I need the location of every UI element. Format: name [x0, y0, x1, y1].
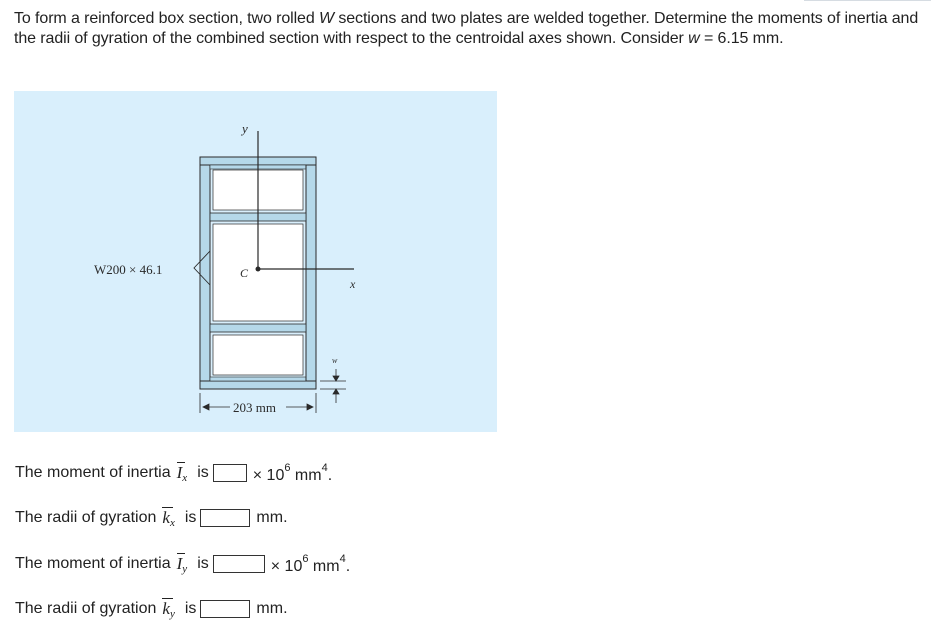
answer-row-iy — [15, 551, 350, 577]
box-section-figure — [14, 91, 497, 432]
question-text-3: = 6.15 mm. — [699, 30, 784, 47]
question-text-1: To form a reinforced box section, two rolled — [14, 10, 319, 27]
y-axis-label: y — [242, 121, 248, 136]
centroid-dot — [256, 267, 261, 272]
answer-prefix: The radii of gyration — [15, 600, 157, 617]
question-w-symbol: W — [318, 10, 334, 27]
centroid-label: C — [240, 266, 249, 280]
lower-web — [210, 324, 306, 332]
dimension-label: 203 mm — [233, 400, 276, 415]
symbol-ix: $I_x$ — [176, 462, 188, 484]
iy-input[interactable] — [213, 555, 265, 573]
w-label: w — [332, 356, 338, 365]
right-w-section — [306, 165, 316, 381]
question-text-2: sections and two plates are welded together. Determine the moments of inertia and the radii of gyration of the combined section with respect to the centroidal axes shown. Consider — [14, 10, 919, 47]
problem-statement — [14, 9, 929, 49]
answer-row-ky — [15, 596, 288, 622]
w-dimension — [320, 369, 346, 403]
is-label: is — [197, 464, 209, 481]
bottom-plate — [200, 381, 316, 389]
symbol-kx: $k_x$ — [162, 507, 175, 529]
unit-kx: mm. — [256, 509, 288, 526]
section-label: W200 × 46.1 — [94, 262, 163, 277]
unit-ky: mm. — [256, 600, 288, 617]
is-label: is — [197, 555, 209, 572]
answer-row-ix — [15, 460, 332, 486]
ix-input[interactable] — [213, 464, 247, 482]
unit-iy: × $10^6$ $mm^4$. — [270, 552, 351, 575]
answer-prefix: The moment of inertia — [15, 464, 171, 481]
answer-prefix: The radii of gyration — [15, 509, 157, 526]
unit-ix: × $10^6$ $mm^4$. — [252, 461, 333, 484]
is-label: is — [184, 600, 197, 617]
box-section-diagram — [14, 91, 497, 432]
is-label: is — [184, 509, 197, 526]
answer-row-kx — [15, 505, 288, 531]
x-axis-label: x — [350, 277, 356, 291]
cell-bottom — [213, 335, 303, 375]
ky-input[interactable] — [200, 600, 250, 618]
symbol-iy: $I_y$ — [176, 553, 188, 575]
answer-prefix: The moment of inertia — [15, 555, 171, 572]
kx-input[interactable] — [200, 509, 250, 527]
top-border-line — [804, 0, 931, 1]
symbol-ky: $k_y$ — [162, 598, 175, 620]
question-var-w: w — [688, 30, 700, 47]
